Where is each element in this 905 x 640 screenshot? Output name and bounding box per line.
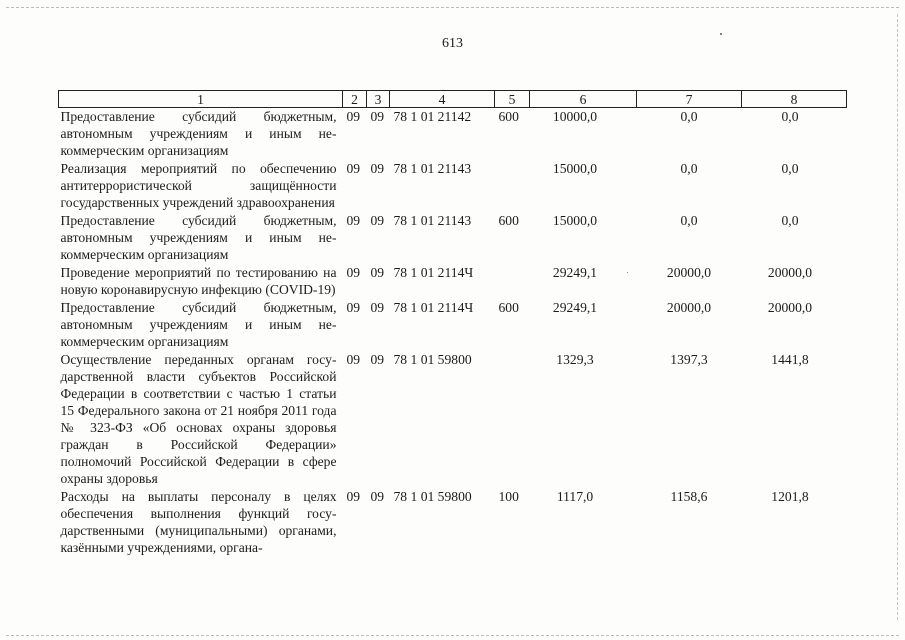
- expense-type-code: 600: [498, 109, 519, 124]
- amount-col7: 0,0: [680, 213, 698, 228]
- subsection-code: 09: [370, 489, 385, 504]
- header-cell: 3: [367, 91, 390, 108]
- amount-col7: 0,0: [680, 161, 698, 176]
- amount-col7: 20000,0: [666, 300, 712, 315]
- expense-type-code: [495, 160, 530, 212]
- amount-col8: 0,0: [781, 213, 799, 228]
- subsection-code: 09: [370, 300, 385, 315]
- target-article-code: 78 1 01 59800: [393, 489, 472, 504]
- table-row: [59, 299, 847, 351]
- header-cell: 1: [59, 91, 343, 108]
- target-article-code: 78 1 01 21143: [393, 161, 472, 176]
- section-code: 09: [346, 265, 361, 280]
- section-code: 09: [346, 300, 361, 315]
- subsection-code: 09: [370, 161, 385, 176]
- amount-col8: 1201,8: [771, 489, 809, 504]
- target-article-code: 78 1 01 59800: [393, 352, 472, 367]
- column-number-header: [59, 91, 847, 108]
- expense-name: Расходы на выплаты персоналу в целях обеспечения выполнения функций государственными (муниципальными) органами, казёнными учреждениями, органа-: [60, 489, 337, 555]
- header-cell: 5: [495, 91, 530, 108]
- target-article-code: 78 1 01 21142: [393, 109, 472, 124]
- scan-edge-right: [897, 14, 898, 620]
- scan-speck: [720, 33, 722, 35]
- expense-name: Предоставление субсидий бюджетным, автономным учреждениям и иным некоммерческим организациям: [60, 300, 337, 349]
- section-code: 09: [346, 489, 361, 504]
- amount-col7: 0,0: [680, 109, 698, 124]
- table-row: [59, 212, 847, 264]
- table-row: [59, 488, 847, 557]
- target-article-code: 78 1 01 21143: [393, 213, 472, 228]
- section-code: 09: [346, 161, 361, 176]
- expense-type-code: [495, 351, 530, 488]
- table-row: [59, 351, 847, 488]
- expense-name: Реализация мероприятий по обеспечению антитеррористической защищённости государственных учреждений здравоохранения: [60, 161, 337, 210]
- subsection-code: 09: [370, 213, 385, 228]
- amount-col7: 20000,0: [666, 265, 712, 280]
- subsection-code: 09: [370, 109, 385, 124]
- page-number: 613: [442, 36, 463, 51]
- scan-edge-bottom: [6, 635, 899, 636]
- amount-col6: 29249,1: [552, 265, 598, 280]
- header-cell: 8: [742, 91, 847, 108]
- amount-col6: 15000,0: [552, 213, 598, 228]
- subsection-code: 09: [370, 265, 385, 280]
- expense-type-code: [495, 264, 530, 299]
- amount-col7: 1158,6: [670, 489, 708, 504]
- target-article-code: 78 1 01 2114Ч: [393, 300, 474, 315]
- amount-col8: 1441,8: [771, 352, 809, 367]
- table-row: [59, 160, 847, 212]
- expense-type-code: 600: [498, 300, 519, 315]
- amount-col8: 20000,0: [767, 265, 813, 280]
- section-code: 09: [346, 109, 361, 124]
- table-row: [59, 108, 847, 161]
- amount-col6: 1329,3: [556, 352, 594, 367]
- header-cell: 6: [530, 91, 637, 108]
- amount-col8: 20000,0: [767, 300, 813, 315]
- scan-edge-top: [6, 7, 899, 8]
- expense-type-code: 100: [498, 489, 519, 504]
- amount-col8: 0,0: [781, 161, 799, 176]
- amount-col6: 15000,0: [552, 161, 598, 176]
- expense-name: Предоставление субсидий бюджетным, автономным учреждениям и иным некоммерческим организациям: [60, 109, 337, 158]
- target-article-code: 78 1 01 2114Ч: [393, 265, 474, 280]
- amount-col6: 10000,0: [552, 109, 598, 124]
- amount-col7: 1397,3: [670, 352, 708, 367]
- expense-name: Предоставление субсидий бюджетным, автономным учреждениям и иным некоммерческим организациям: [60, 213, 337, 262]
- header-cell: 4: [390, 91, 495, 108]
- header-cell: 2: [343, 91, 367, 108]
- expense-name: Осуществление переданных органам государственной власти субъектов Российской Федерации в соответствии с частью 1 статьи 15 Федерального закона от 21 ноября 2011 года № 323-ФЗ «Об основах охраны здоровья граждан в Российской Федерации» полномочий Российской Федерации в сфере охраны здоровья: [60, 352, 337, 486]
- amount-col8: 0,0: [781, 109, 799, 124]
- header-cell: 7: [637, 91, 742, 108]
- section-code: 09: [346, 352, 361, 367]
- budget-table: [58, 90, 847, 557]
- expense-type-code: 600: [498, 213, 519, 228]
- amount-col6: 29249,1: [552, 300, 598, 315]
- subsection-code: 09: [370, 352, 385, 367]
- amount-col6: 1117,0: [556, 489, 594, 504]
- section-code: 09: [346, 213, 361, 228]
- table-row: [59, 264, 847, 299]
- expense-name: Проведение мероприятий по тестированию на новую коронавирусную инфекцию (COVID-19): [60, 265, 337, 297]
